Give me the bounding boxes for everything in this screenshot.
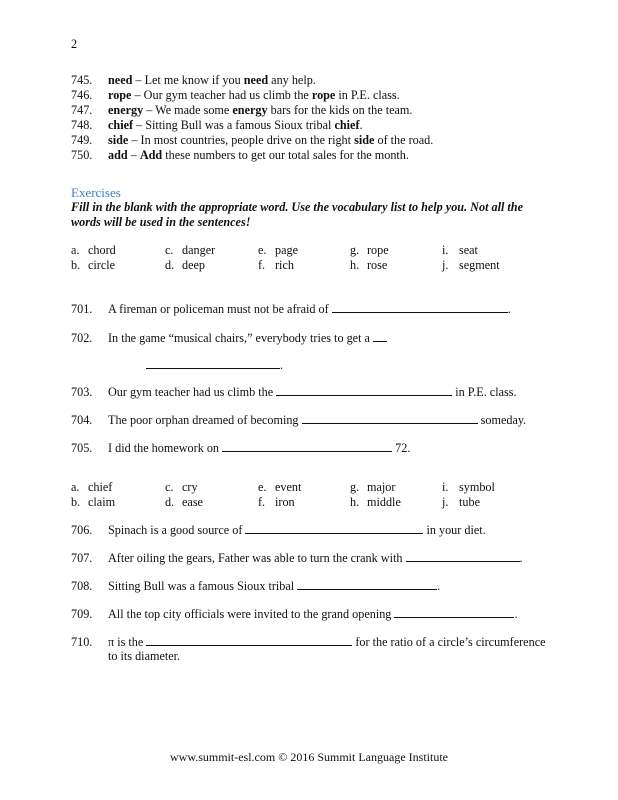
vocab-word-in-example: need (243, 73, 269, 87)
question-text: in P.E. class. (452, 385, 517, 399)
question-continuation (146, 357, 283, 373)
answer-blank[interactable] (245, 522, 423, 534)
word-bank-option (71, 480, 112, 495)
entry-number: 745. (71, 73, 93, 87)
vocab-word: chief (108, 118, 134, 132)
option-word: tube (459, 495, 480, 509)
option-word: rich (275, 258, 294, 272)
word-bank-option (442, 258, 500, 273)
option-word: ease (182, 495, 203, 509)
vocab-entry (71, 88, 400, 103)
question-text: I did the homework on (108, 441, 223, 455)
vocab-entry (71, 148, 409, 163)
question (71, 522, 486, 538)
question-continuation: to its diameter. (108, 649, 181, 663)
option-letter: e. (258, 480, 267, 494)
option-letter: g. (350, 243, 360, 257)
option-letter: b. (71, 495, 81, 509)
word-bank-option (165, 258, 205, 273)
question-number: 710. (71, 635, 93, 649)
question (71, 550, 523, 566)
answer-blank[interactable] (276, 384, 452, 396)
word-bank-option (258, 258, 294, 273)
word-bank-option (350, 480, 395, 495)
word-bank-option (442, 243, 478, 258)
option-letter: g. (350, 480, 360, 494)
option-letter: a. (71, 243, 80, 257)
option-letter: j. (442, 495, 449, 509)
vocab-entry (71, 118, 363, 133)
vocab-word: side (108, 133, 129, 147)
option-letter: d. (165, 495, 175, 509)
vocab-entry (71, 103, 412, 118)
vocab-word-in-example: rope (311, 88, 336, 102)
question-text: . (519, 551, 523, 565)
option-word: symbol (459, 480, 495, 494)
option-letter: i. (442, 243, 449, 257)
example-text: – Our gym teacher had us climb the (131, 88, 312, 102)
question-text: A fireman or policeman must not be afraid of (108, 302, 332, 316)
option-word: danger (182, 243, 216, 257)
vocab-word-in-example: Add (139, 148, 163, 162)
vocab-entry (71, 73, 316, 88)
word-bank-option (258, 495, 295, 510)
entry-number: 746. (71, 88, 93, 102)
example-text: – We made some (143, 103, 233, 117)
example-text: bars for the kids on the team. (267, 103, 413, 117)
example-text: these numbers to get our total sales for the month. (162, 148, 409, 162)
option-word: chord (88, 243, 116, 257)
question (71, 634, 546, 650)
question (71, 384, 517, 400)
word-bank-option (258, 480, 301, 495)
question-text: After oiling the gears, Father was able to turn the crank with (108, 551, 406, 565)
vocab-word: rope (108, 88, 132, 102)
vocab-word-in-example: side (354, 133, 375, 147)
question-text: for the ratio of a circle’s circumference (352, 635, 546, 649)
answer-blank[interactable] (302, 412, 478, 424)
question-text: . (437, 579, 441, 593)
question (71, 578, 440, 594)
option-letter: e. (258, 243, 267, 257)
answer-blank[interactable] (146, 634, 352, 646)
word-bank-option (71, 243, 116, 258)
question-number: 706. (71, 523, 93, 537)
question-number: 702. (71, 331, 93, 345)
word-bank-option (442, 480, 495, 495)
answer-blank[interactable] (222, 440, 392, 452)
question-number: 703. (71, 385, 93, 399)
answer-blank[interactable] (394, 606, 514, 618)
option-word: rope (367, 243, 389, 257)
question-text: Spinach is a good source of (108, 523, 246, 537)
answer-blank[interactable] (146, 357, 280, 369)
word-bank-option (258, 243, 298, 258)
question-text: The poor orphan dreamed of becoming (108, 413, 302, 427)
question (71, 412, 526, 428)
example-text: in P.E. class. (335, 88, 400, 102)
question (71, 301, 511, 317)
question-number: 709. (71, 607, 93, 621)
word-bank-option (165, 480, 198, 495)
option-letter: i. (442, 480, 449, 494)
example-text: of the road. (374, 133, 434, 147)
word-bank-option (165, 495, 203, 510)
question-number: 701. (71, 302, 93, 316)
question-text: Sitting Bull was a famous Sioux tribal (108, 579, 298, 593)
question-text: . (507, 302, 511, 316)
word-bank-option (71, 258, 115, 273)
instructions: Fill in the blank with the appropriate word. Use the vocabulary list to help you. Not all the words will be used in the sentences! (71, 200, 523, 229)
question-number: 708. (71, 579, 93, 593)
example-text: any help. (268, 73, 316, 87)
option-word: rose (367, 258, 388, 272)
option-letter: c. (165, 243, 174, 257)
question (71, 606, 518, 622)
option-word: circle (88, 258, 116, 272)
vocab-word-in-example: chief (334, 118, 360, 132)
option-word: segment (459, 258, 500, 272)
word-bank-option (442, 495, 480, 510)
option-letter: c. (165, 480, 174, 494)
vocab-word: add (108, 148, 128, 162)
word-bank-option (350, 258, 387, 273)
question-text: . (280, 358, 284, 372)
question-text: in your diet. (423, 523, 486, 537)
option-letter: f. (258, 258, 266, 272)
vocab-word: need (108, 73, 133, 87)
example-text: – Sitting Bull was a famous Sioux tribal (133, 118, 335, 132)
question-number: 705. (71, 441, 93, 455)
question-number: 704. (71, 413, 93, 427)
question-text: Our gym teacher had us climb the (108, 385, 277, 399)
option-letter: b. (71, 258, 81, 272)
example-text: – Let me know if you (132, 73, 244, 87)
footer: www.summit-esl.com © 2016 Summit Language Institute (170, 750, 448, 764)
question (71, 440, 410, 456)
question-text: In the game “musical chairs,” everybody tries to get a (108, 331, 373, 345)
option-word: event (275, 480, 302, 494)
option-word: major (367, 480, 396, 494)
example-text: . (359, 118, 363, 132)
question-text: All the top city officials were invited to the grand opening (108, 607, 395, 621)
example-text: – (127, 148, 140, 162)
answer-blank[interactable] (297, 578, 437, 590)
word-bank-option (350, 243, 389, 258)
option-word: page (275, 243, 299, 257)
vocab-word: energy (108, 103, 144, 117)
option-word: iron (275, 495, 295, 509)
question-text: . (514, 607, 518, 621)
exercises-heading: Exercises (71, 185, 121, 200)
vocab-entry (71, 133, 433, 148)
option-word: claim (88, 495, 116, 509)
entry-number: 747. (71, 103, 93, 117)
question (71, 330, 387, 346)
entry-number: 748. (71, 118, 93, 132)
option-word: middle (367, 495, 401, 509)
page-number: 2 (71, 37, 78, 51)
option-letter: h. (350, 258, 360, 272)
question-text: 72. (392, 441, 411, 455)
option-word: chief (88, 480, 113, 494)
example-text: – In most countries, people drive on the right (128, 133, 355, 147)
question-text: π is the (108, 635, 147, 649)
entry-number: 749. (71, 133, 93, 147)
answer-blank[interactable] (406, 550, 520, 562)
option-letter: a. (71, 480, 80, 494)
question-text: someday. (477, 413, 527, 427)
option-letter: f. (258, 495, 266, 509)
word-bank-option (165, 243, 215, 258)
answer-blank[interactable] (332, 301, 508, 313)
word-bank-option (71, 495, 115, 510)
vocab-word-in-example: energy (232, 103, 268, 117)
option-word: seat (459, 243, 478, 257)
answer-blank[interactable] (373, 330, 387, 342)
option-word: cry (182, 480, 198, 494)
option-letter: h. (350, 495, 360, 509)
word-bank-option (350, 495, 401, 510)
option-letter: j. (442, 258, 449, 272)
question-number: 707. (71, 551, 93, 565)
entry-number: 750. (71, 148, 93, 162)
option-letter: d. (165, 258, 175, 272)
option-word: deep (182, 258, 206, 272)
